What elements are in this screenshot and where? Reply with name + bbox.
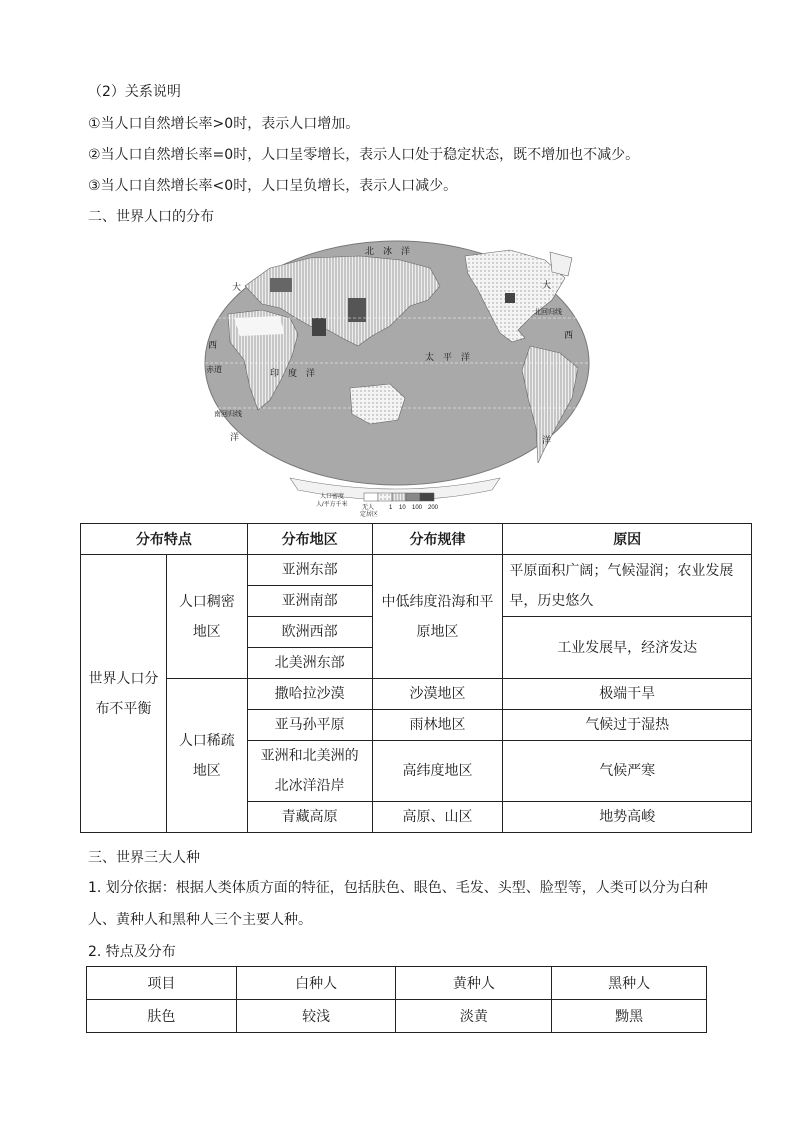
header-rule: 分布规律: [372, 524, 503, 555]
sparse-reason: 气候严寒: [503, 741, 752, 802]
legend-swatch-1: [378, 493, 392, 501]
races-basis-line-2: 人、黄种人和黑种人三个主要人种。: [88, 912, 312, 928]
races-sub-heading: 2. 特点及分布: [88, 944, 176, 960]
dense-south-asia: [312, 318, 326, 336]
dense-region-3: 欧洲西部: [247, 617, 372, 648]
world-population-map: [200, 238, 594, 518]
legend-title-1: 人口密度: [320, 494, 345, 500]
sparse-label-cell: 人口稀疏地区: [166, 679, 247, 833]
legend-swatch-100: [406, 493, 420, 501]
header-feature: 分布特点: [81, 524, 248, 555]
dense-reason-asia: 平原面积广阔；气候湿润；农业发展早，历史悠久: [503, 555, 752, 617]
label-equator: 赤道: [206, 365, 222, 374]
sparse-region: 撒哈拉沙漠: [247, 679, 372, 710]
race-cell-black: 黝黑: [552, 1000, 707, 1033]
sparse-rule: 雨林地区: [372, 710, 503, 741]
distribution-heading: 二、世界人口的分布: [88, 209, 214, 225]
races-heading: 三、世界三大人种: [88, 850, 200, 866]
label-pacific: 太 平 洋: [425, 352, 471, 362]
table-row: [87, 1000, 707, 1033]
race-header-item: 项目: [87, 967, 237, 1000]
sparse-reason: 气候过于湿热: [503, 710, 752, 741]
distribution-table: [80, 523, 752, 833]
sparse-rule: 高原、山区: [372, 802, 503, 833]
header-region: 分布地区: [247, 524, 372, 555]
races-table: [86, 966, 707, 1033]
legend-swatch-10: [392, 493, 406, 501]
dense-reason-west: 工业发展早，经济发达: [503, 617, 752, 679]
label-atl-l-3: 洋: [230, 432, 240, 442]
legend-tick-10: 10: [399, 505, 406, 511]
dense-na-east: [505, 293, 515, 303]
dense-rule-cell: 中低纬度沿海和平原地区: [372, 555, 503, 679]
label-atl-l-1: 大: [232, 282, 242, 292]
relation-heading: （2）关系说明: [88, 84, 181, 100]
table-header-row: [87, 967, 707, 1000]
main-feature-cell: 世界人口分布不平衡: [81, 555, 167, 833]
dense-europe: [270, 278, 292, 292]
label-atl-l-2: 西: [208, 340, 218, 350]
race-header-white: 白种人: [236, 967, 396, 1000]
race-cell-yellow: 淡黄: [396, 1000, 552, 1033]
legend-swatch-200: [420, 493, 434, 501]
races-basis-line-1: 1. 划分依据：根据人类体质方面的特征，包括肤色、眼色、毛发、头型、脸型等，人类可以分为白种: [88, 880, 708, 896]
sparse-region: 青藏高原: [247, 802, 372, 833]
label-tropic-n: 北回归线: [534, 309, 562, 316]
sparse-reason: 极端干旱: [503, 679, 752, 710]
sparse-region: 亚马孙平原: [247, 710, 372, 741]
legend-swatch-none: [364, 493, 378, 501]
label-tropic-s: 南回归线: [214, 411, 242, 418]
landmass-greenland: [550, 252, 572, 276]
label-indian: 印 度 洋: [270, 368, 316, 378]
legend-tick-1: 1: [389, 505, 393, 511]
table-row: [81, 679, 752, 710]
header-reason: 原因: [503, 524, 752, 555]
race-cell-white: 较浅: [236, 1000, 396, 1033]
label-north-ice: 北 冰 洋: [365, 246, 411, 256]
dense-east-asia: [348, 298, 366, 322]
dense-label-cell: 人口稠密地区: [166, 555, 247, 679]
legend-none-1: 无人: [362, 505, 375, 511]
sparse-rule: 高纬度地区: [372, 741, 503, 802]
race-row-label: 肤色: [87, 1000, 237, 1033]
sparse-reason: 地势高峻: [503, 802, 752, 833]
relation-item-3: ③当人口自然增长率<0时，人口呈负增长，表示人口减少。: [88, 178, 458, 194]
dense-region-1: 亚洲东部: [247, 555, 372, 586]
table-header-row: [81, 524, 752, 555]
label-atl-r-3: 洋: [542, 435, 552, 445]
race-header-black: 黑种人: [552, 967, 707, 1000]
label-atl-r-2: 西: [564, 330, 574, 340]
table-row: [81, 555, 752, 586]
region-sahara: [234, 316, 284, 336]
relation-item-2: ②当人口自然增长率=0时，人口呈零增长，表示人口处于稳定状态，既不增加也不减少。: [88, 147, 640, 163]
legend-tick-100: 100: [412, 505, 423, 511]
label-atl-r-1: 大: [542, 280, 552, 290]
race-header-yellow: 黄种人: [396, 967, 552, 1000]
sparse-region: 亚洲和北美洲的北冰洋沿岸: [247, 741, 372, 802]
dense-region-2: 亚洲南部: [247, 586, 372, 617]
sparse-rule: 沙漠地区: [372, 679, 503, 710]
legend-tick-200: 200: [428, 505, 439, 511]
relation-item-1: ①当人口自然增长率>0时，表示人口增加。: [88, 116, 360, 132]
legend-none-2: 定居区: [360, 512, 379, 518]
dense-region-4: 北美洲东部: [247, 648, 372, 679]
legend-title-2: 人/平方千米: [316, 502, 348, 508]
